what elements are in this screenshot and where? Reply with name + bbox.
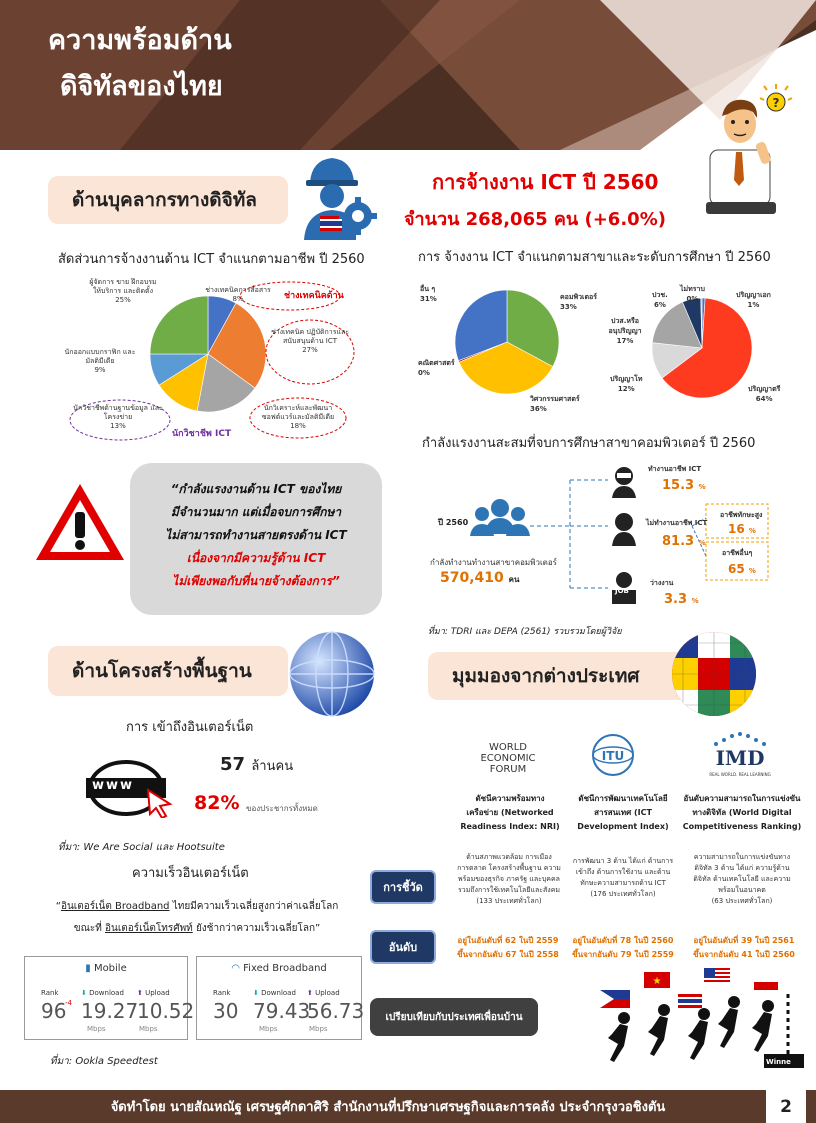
person-worker-icon	[612, 513, 636, 546]
pie1-label-graphic: นักออกแบบกราฟิก และมัลติมีเดีย 9%	[64, 348, 136, 374]
flag-globe-icon	[668, 628, 760, 720]
mobile-rank-value: 96	[41, 999, 67, 1023]
other-label: อาชีพอื่นๆ	[722, 549, 753, 557]
itu-logo-icon	[590, 732, 636, 778]
footer-text: จัดทำโดย นายสัณหณัฐ เศรษฐศักดาศิริ สำนักงานที่ปรึกษาเศรษฐกิจและการคลัง ประจำกรุงวอชิงตัน	[110, 1100, 666, 1115]
education-pie	[652, 298, 752, 398]
cs-total-label: กำลังทำงานทำงานสาขาคอมพิวเตอร์	[430, 558, 557, 567]
mobile-upload-value: 10.52	[137, 999, 195, 1023]
wef-rank: อยู่ในอันดับที่ 62 ในปี 2559 ขึ้นจากอันดับ 67 ในปี 2558	[457, 936, 559, 959]
cs-grads-title: กำลังแรงงานสะสมที่จบการศึกษาสาขาคอมพิวเตอร์ ปี 2560	[422, 436, 756, 451]
mobile-download-value: 19.27	[81, 999, 139, 1023]
pie2-label-computer: คอมพิวเตอร์ 33%	[560, 293, 597, 311]
mobile-speed-card	[24, 956, 195, 1040]
users-value: 57 ล้านคน	[220, 754, 294, 775]
pie3-label-unknown: ไม่ทราบ 0%	[680, 285, 705, 303]
wef-logo: WORLD ECONOMIC FORUM	[480, 742, 536, 775]
access-title: การ เข้าถึงอินเตอร์เน็ต	[126, 720, 254, 735]
businessman-illustration	[700, 62, 800, 217]
itu-description: การพัฒนา 3 ด้าน ได้แก่ ด้านการ เข้าถึง ด้านการใช้งาน และด้าน ทักษะความสามารถด้าน ICT (176 ประเทศทั่วโลก)	[572, 857, 674, 898]
philippines-flag-icon	[600, 990, 630, 1008]
tech-group-label: ช่างเทคนิคด้าน	[284, 291, 344, 301]
winner-text: Winne	[766, 1058, 791, 1066]
fixed-download-label: ⬇ Download	[253, 989, 296, 997]
itu-logo-text: ITU	[601, 749, 625, 763]
infra-source-2: ที่มา: Ookla Speedtest	[50, 1056, 158, 1067]
in-ict-value: 15.3 %	[662, 478, 706, 493]
wifi-icon: ◠	[231, 963, 240, 974]
pie3-label-phd: ปริญญาเอก 1%	[736, 291, 771, 309]
pie3-label-bachelor: ปริญญาตรี 64%	[748, 385, 781, 403]
person-glasses-icon	[612, 467, 636, 498]
thai-runner-flag-icon	[678, 994, 702, 1008]
svg-text:?: ?	[772, 96, 780, 110]
imd-rank: อยู่ในอันดับที่ 39 ในปี 2561 ขึ้นจากอันดับ 41 ในปี 2560	[693, 936, 795, 959]
imd-tagline: REAL WORLD. REAL LEARNING	[709, 772, 771, 777]
worker-gear-icon	[290, 152, 385, 247]
mobile-upload-unit: Mbps	[139, 1025, 158, 1033]
cs-grads-source: ที่มา: TDRI และ DEPA (2561) รวบรวมโดยผู้วิจัย	[428, 627, 622, 637]
fixed-rank-value: 30	[213, 999, 239, 1023]
field-pie	[455, 290, 559, 394]
pie2-label-other: อื่น ๆ 31%	[420, 285, 437, 303]
users-pct-label: ของประชากรทั้งหมด	[246, 804, 318, 813]
page-number: 2	[766, 1090, 806, 1123]
ict-employment-total: จำนวน 268,065 คน (+6.0%)	[404, 209, 666, 230]
lightbulb-icon	[760, 84, 792, 111]
in-ict-label: ทำงานอาชีพ ICT	[648, 465, 702, 473]
field-edu-pie-title: การ จ้างงาน ICT จำแนกตามสาขาและระดับการศึกษา ปี 2560	[418, 250, 771, 265]
ict-employment-title: การจ้างงาน ICT ปี 2560	[432, 170, 659, 194]
section-heading-foreign	[428, 652, 688, 700]
pie3-label-diploma: ปวส.หรือ อนุปริญญา 17%	[608, 317, 642, 345]
users-pct: 82%	[194, 792, 240, 814]
compare-neighbors-button[interactable]: เปรียบเทียบกับประเทศเพื่อนบ้าน	[370, 998, 538, 1036]
title-line-2: ดิจิทัลของไทย	[60, 71, 223, 102]
quote-line-5: ไม่เพียงพอกับที่นายจ้างต้องการ”	[172, 574, 340, 588]
thai-flag-icon	[320, 216, 342, 231]
imd-index-name: อันดับความสามารถในการแข่งขัน ทางดิจิทัล (World Digital Competitiveness Ranking)	[682, 794, 802, 831]
www-text: www	[92, 778, 135, 793]
cs-year: ปี 2560	[438, 518, 469, 527]
other-value: 65 %	[728, 562, 756, 576]
prof-group-label: นักวิชาชีพ ICT	[172, 429, 232, 439]
pie1-label-managers: ผู้จัดการ ขาย ฝึกอบรมให้บริการ และติดตั้ง 25%	[89, 278, 157, 304]
fixed-upload-unit: Mbps	[309, 1025, 328, 1033]
quote-text	[130, 478, 382, 593]
imd-description: ความสามารถในการแข่งขันทาง ดิจิทัล 3 ด้าน ได้แก่ ความรู้ด้าน ดิจิทัล ด้านเทคโนโลยี และความ พร้อมในอนาคต (63 ประเทศทั่วโลก)	[693, 853, 791, 905]
mobile-upload-label: ⬆ Upload	[137, 989, 170, 997]
pie1-label-software: นักวิเคราะห์และพัฒนา ซอฟต์แวร์และมัลติมีเดีย 18%	[261, 404, 335, 430]
mobile-download-label: ⬇ Download	[81, 989, 124, 997]
not-ict-value: 81.3 %	[662, 534, 706, 549]
section-heading-text: ด้านโครงสร้างพื้นฐาน	[72, 660, 252, 682]
pie1-label-database: นักวิชาชีพด้านฐานข้อมูล และโครงข่าย 13%	[73, 404, 163, 430]
speed-note: “อินเตอร์เน็ต Broadband ไทยมีความเร็วเฉลี่ยสูงกว่าค่าเฉลี่ยโลก ขณะที่ อินเตอร์เน็ตโทรศัพท์ ยังช้ากว่าความเร็วเฉลี่ยโลก”	[55, 901, 339, 934]
unemployed-value: 3.3 %	[664, 592, 699, 607]
pie2-label-engineering: วิศวกรรมศาสตร์ 36%	[530, 395, 580, 413]
fixed-rank-label: Rank	[213, 989, 231, 997]
skilled-value: 16 %	[728, 522, 756, 536]
fixed-card-title: ◠ Fixed Broadband	[231, 963, 327, 974]
warning-icon	[32, 480, 128, 564]
rank-button[interactable]: อันดับ	[370, 930, 436, 964]
job-sign-text: JOB	[615, 587, 629, 595]
fixed-speed-card	[196, 956, 365, 1040]
not-ict-label: ไม่ทำงานอาชีพ ICT	[646, 519, 708, 527]
pie1-label-tech-support: ช่างเทคนิค ปฏิบัติการและ สนับสนุนด้าน ICT 27%	[270, 328, 350, 354]
mobile-rank-label: Rank	[41, 989, 59, 997]
fixed-download-unit: Mbps	[259, 1025, 278, 1033]
imd-logo-text: IMD	[715, 746, 765, 770]
section-heading-text: มุมมองจากต่างประเทศ	[452, 665, 640, 687]
pie1-label-comm-tech: ช่างเทคนิคการสื่อสาร 8%	[205, 286, 271, 303]
singapore-flag-icon	[754, 982, 778, 998]
skilled-label: อาชีพทักษะสูง	[720, 511, 763, 519]
pie3-label-master: ปริญญาโท 12%	[610, 375, 643, 393]
quote-line-3: ไม่สามารถทำงานสายตรงด้าน ICT	[165, 528, 347, 542]
title-line-1: ความพร้อมด้าน	[48, 25, 232, 56]
mobile-card-title: ▮ Mobile	[85, 963, 127, 974]
section-heading-digital-people	[48, 176, 288, 224]
wef-description: ด้านสภาพแวดล้อม การเมือง การตลาด โครงสร้างพื้นฐาน ความ พร้อมของธุรกิจ ภาครัฐ และบุคคล รวมถึงการใช้เทคโนโลยีและสังคม (133 ประเทศทั่วโลก)	[457, 853, 561, 905]
quote-line-1: “กำลังแรงงานด้าน ICT ของไทย	[170, 482, 342, 496]
people-group-icon	[470, 499, 530, 536]
fixed-upload-label: ⬆ Upload	[307, 989, 340, 997]
cs-total-value: 570,410 คน	[440, 570, 520, 586]
quote-line-4: เนื่องจากมีความรู้ด้าน ICT	[186, 551, 326, 565]
measure-button[interactable]: การชี้วัด	[370, 870, 436, 904]
pie-slice-6	[150, 296, 208, 354]
occupation-pie	[150, 296, 266, 412]
globe-icon	[286, 628, 378, 720]
fixed-download-value: 79.43	[253, 999, 311, 1023]
itu-index-name: ดัชนีการพัฒนาเทคโนโลยี สารสนเทศ (ICT Development Index)	[577, 794, 669, 831]
malaysia-flag-icon	[704, 968, 730, 984]
itu-rank: อยู่ในอันดับที่ 78 ในปี 2560 ขึ้นจากอันดับ 79 ในปี 2559	[572, 936, 674, 959]
unemployed-label: ว่างงาน	[650, 579, 674, 587]
vietnam-flag-icon	[644, 972, 670, 988]
pie3-label-vocational: ปวช. 6%	[652, 291, 668, 309]
fixed-upload-value: 56.73	[307, 999, 365, 1023]
speed-title: ความเร็วอินเตอร์เน็ต	[132, 866, 249, 881]
mobile-rank-change: -4	[65, 999, 72, 1007]
pie2-label-math: คณิตศาสตร์ 0%	[418, 359, 455, 377]
quote-line-2: มีจำนวนมาก แต่เมื่อจบการศึกษา	[170, 505, 342, 519]
svg-text:★: ★	[652, 976, 662, 987]
wef-index-name: ดัชนีความพร้อมทาง เครือข่าย (Networked Readiness Index: NRI)	[460, 794, 560, 831]
section-heading-text: ด้านบุคลากรทางดิจิทัล	[72, 189, 257, 211]
occupation-pie-title: สัดส่วนการจ้างงานด้าน ICT จำแนกตามอาชีพ ปี 2560	[58, 252, 365, 267]
infra-source-1: ที่มา: We Are Social และ Hootsuite	[58, 842, 225, 853]
mobile-download-unit: Mbps	[87, 1025, 106, 1033]
page-title	[48, 18, 232, 110]
section-heading-infrastructure	[48, 646, 288, 696]
footer	[0, 1090, 816, 1123]
signal-bars-icon: ▮	[85, 963, 91, 974]
